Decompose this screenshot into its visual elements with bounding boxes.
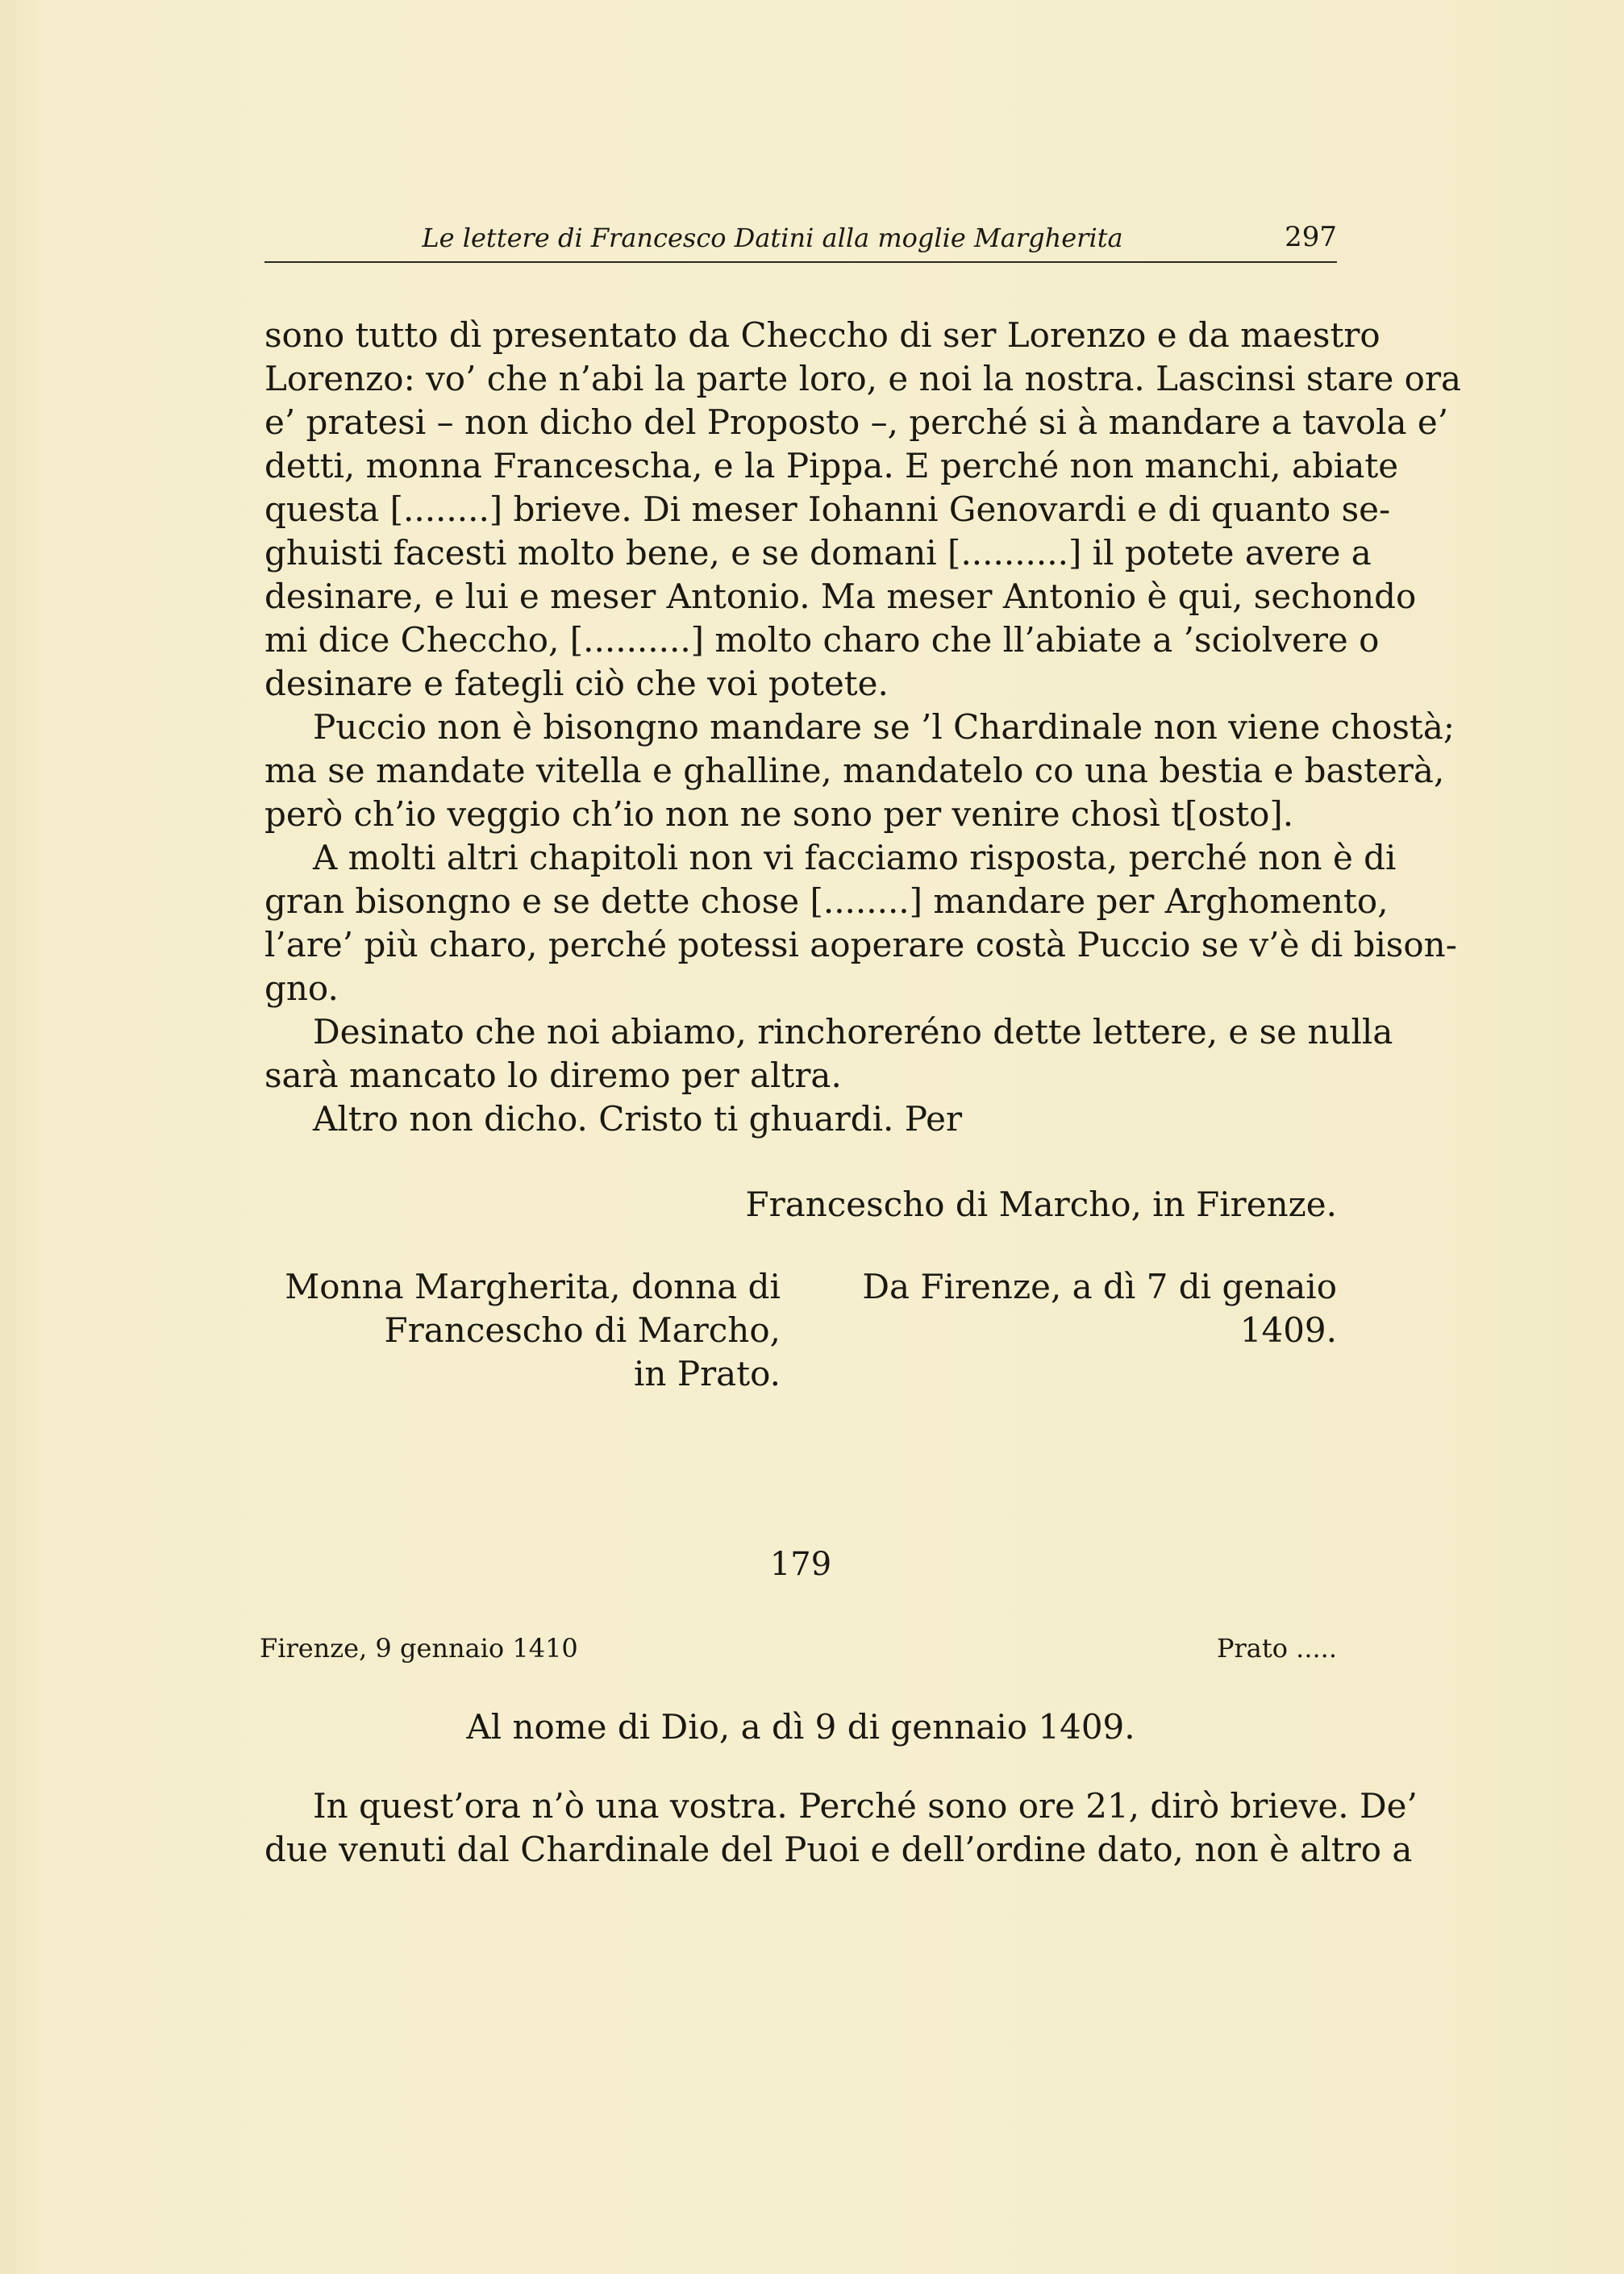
text-line: ma se mandate vitella e ghalline, mandatelo co una bestia e basterà, bbox=[264, 751, 1445, 790]
running-header bbox=[264, 219, 1337, 263]
text-line: questa [........] brieve. Di meser Iohanni Genovardi e di quanto se- bbox=[264, 489, 1391, 529]
text-line: Puccio non è bisongno mandare se ’l Chardinale non viene chostà; bbox=[313, 707, 1455, 747]
paragraph-3 bbox=[264, 836, 1457, 1010]
paragraph-2 bbox=[264, 706, 1455, 836]
text-line: Altro non dicho. Cristo ti ghuardi. Per bbox=[313, 1099, 963, 1139]
text-line: due venuti dal Chardinale del Puoi e dell’ordine dato, non è altro a bbox=[264, 1830, 1413, 1869]
address-block bbox=[264, 1265, 781, 1396]
salutation: Al nome di Dio, a dì 9 di gennaio 1409. bbox=[466, 1707, 1135, 1747]
text-line: l’are’ più charo, perché potessi aoperare costà Puccio se v’è di bison- bbox=[264, 925, 1457, 964]
text-line: mi dice Checcho, [..........] molto charo che ll’abiate a ’sciolvere o bbox=[264, 620, 1380, 660]
address-line: in Prato. bbox=[634, 1354, 781, 1393]
text-line: desinare e fategli ciò che voi potete. bbox=[264, 664, 889, 703]
text-line: In quest’ora n’ò una vostra. Perché sono ore 21, dirò brieve. De’ bbox=[313, 1786, 1418, 1826]
next-letter-paragraph-1 bbox=[264, 1785, 1418, 1872]
address-line: Francescho di Marcho, bbox=[384, 1310, 781, 1350]
running-title: Le lettere di Francesco Datini alla moglie Margherita bbox=[422, 223, 1123, 253]
letter-number: 179 bbox=[769, 1546, 832, 1583]
paragraph-4 bbox=[264, 1010, 1393, 1097]
text-line: gran bisongno e se dette chose [........] mandare per Arghomento, bbox=[264, 881, 1389, 921]
text-line: e’ pratesi – non dicho del Proposto –, perché si à mandare a tavola e’ bbox=[264, 402, 1449, 442]
text-line: gno. bbox=[264, 968, 339, 1008]
paragraph-1 bbox=[264, 314, 1462, 706]
letter-origin: Firenze, 9 gennaio 1410 bbox=[260, 1633, 578, 1664]
text-line: ghuisti facesti molto bene, e se domani [..........] il potete avere a bbox=[264, 533, 1372, 573]
signature: Francescho di Marcho, in Firenze. bbox=[745, 1185, 1337, 1224]
letter-destination: Prato ..... bbox=[1216, 1633, 1337, 1664]
text-line: sarà mancato lo diremo per altra. bbox=[264, 1056, 842, 1095]
text-line: detti, monna Francescha, e la Pippa. E perché non manchi, abiate bbox=[264, 446, 1399, 485]
text-line: Lorenzo: vo’ che n’abi la parte loro, e noi la nostra. Lascinsi stare ora bbox=[264, 359, 1462, 398]
page-number: 297 bbox=[1285, 221, 1337, 253]
text-line: Desinato che noi abiamo, rinchoreréno dette lettere, e se nulla bbox=[313, 1012, 1393, 1052]
text-line: però ch’io veggio ch’io non ne sono per venire chosì t[osto]. bbox=[264, 794, 1294, 834]
address-line: Monna Margherita, donna di bbox=[285, 1267, 781, 1306]
text-line: A molti altri chapitoli non vi facciamo risposta, perché non è di bbox=[313, 838, 1397, 877]
text-line: sono tutto dì presentato da Checcho di ser Lorenzo e da maestro bbox=[264, 315, 1380, 355]
paragraph-5 bbox=[264, 1097, 1337, 1141]
letter-date: Da Firenze, a dì 7 di genaio 1409. bbox=[862, 1267, 1337, 1350]
text-line: desinare, e lui e meser Antonio. Ma meser Antonio è qui, sechondo bbox=[264, 577, 1417, 616]
